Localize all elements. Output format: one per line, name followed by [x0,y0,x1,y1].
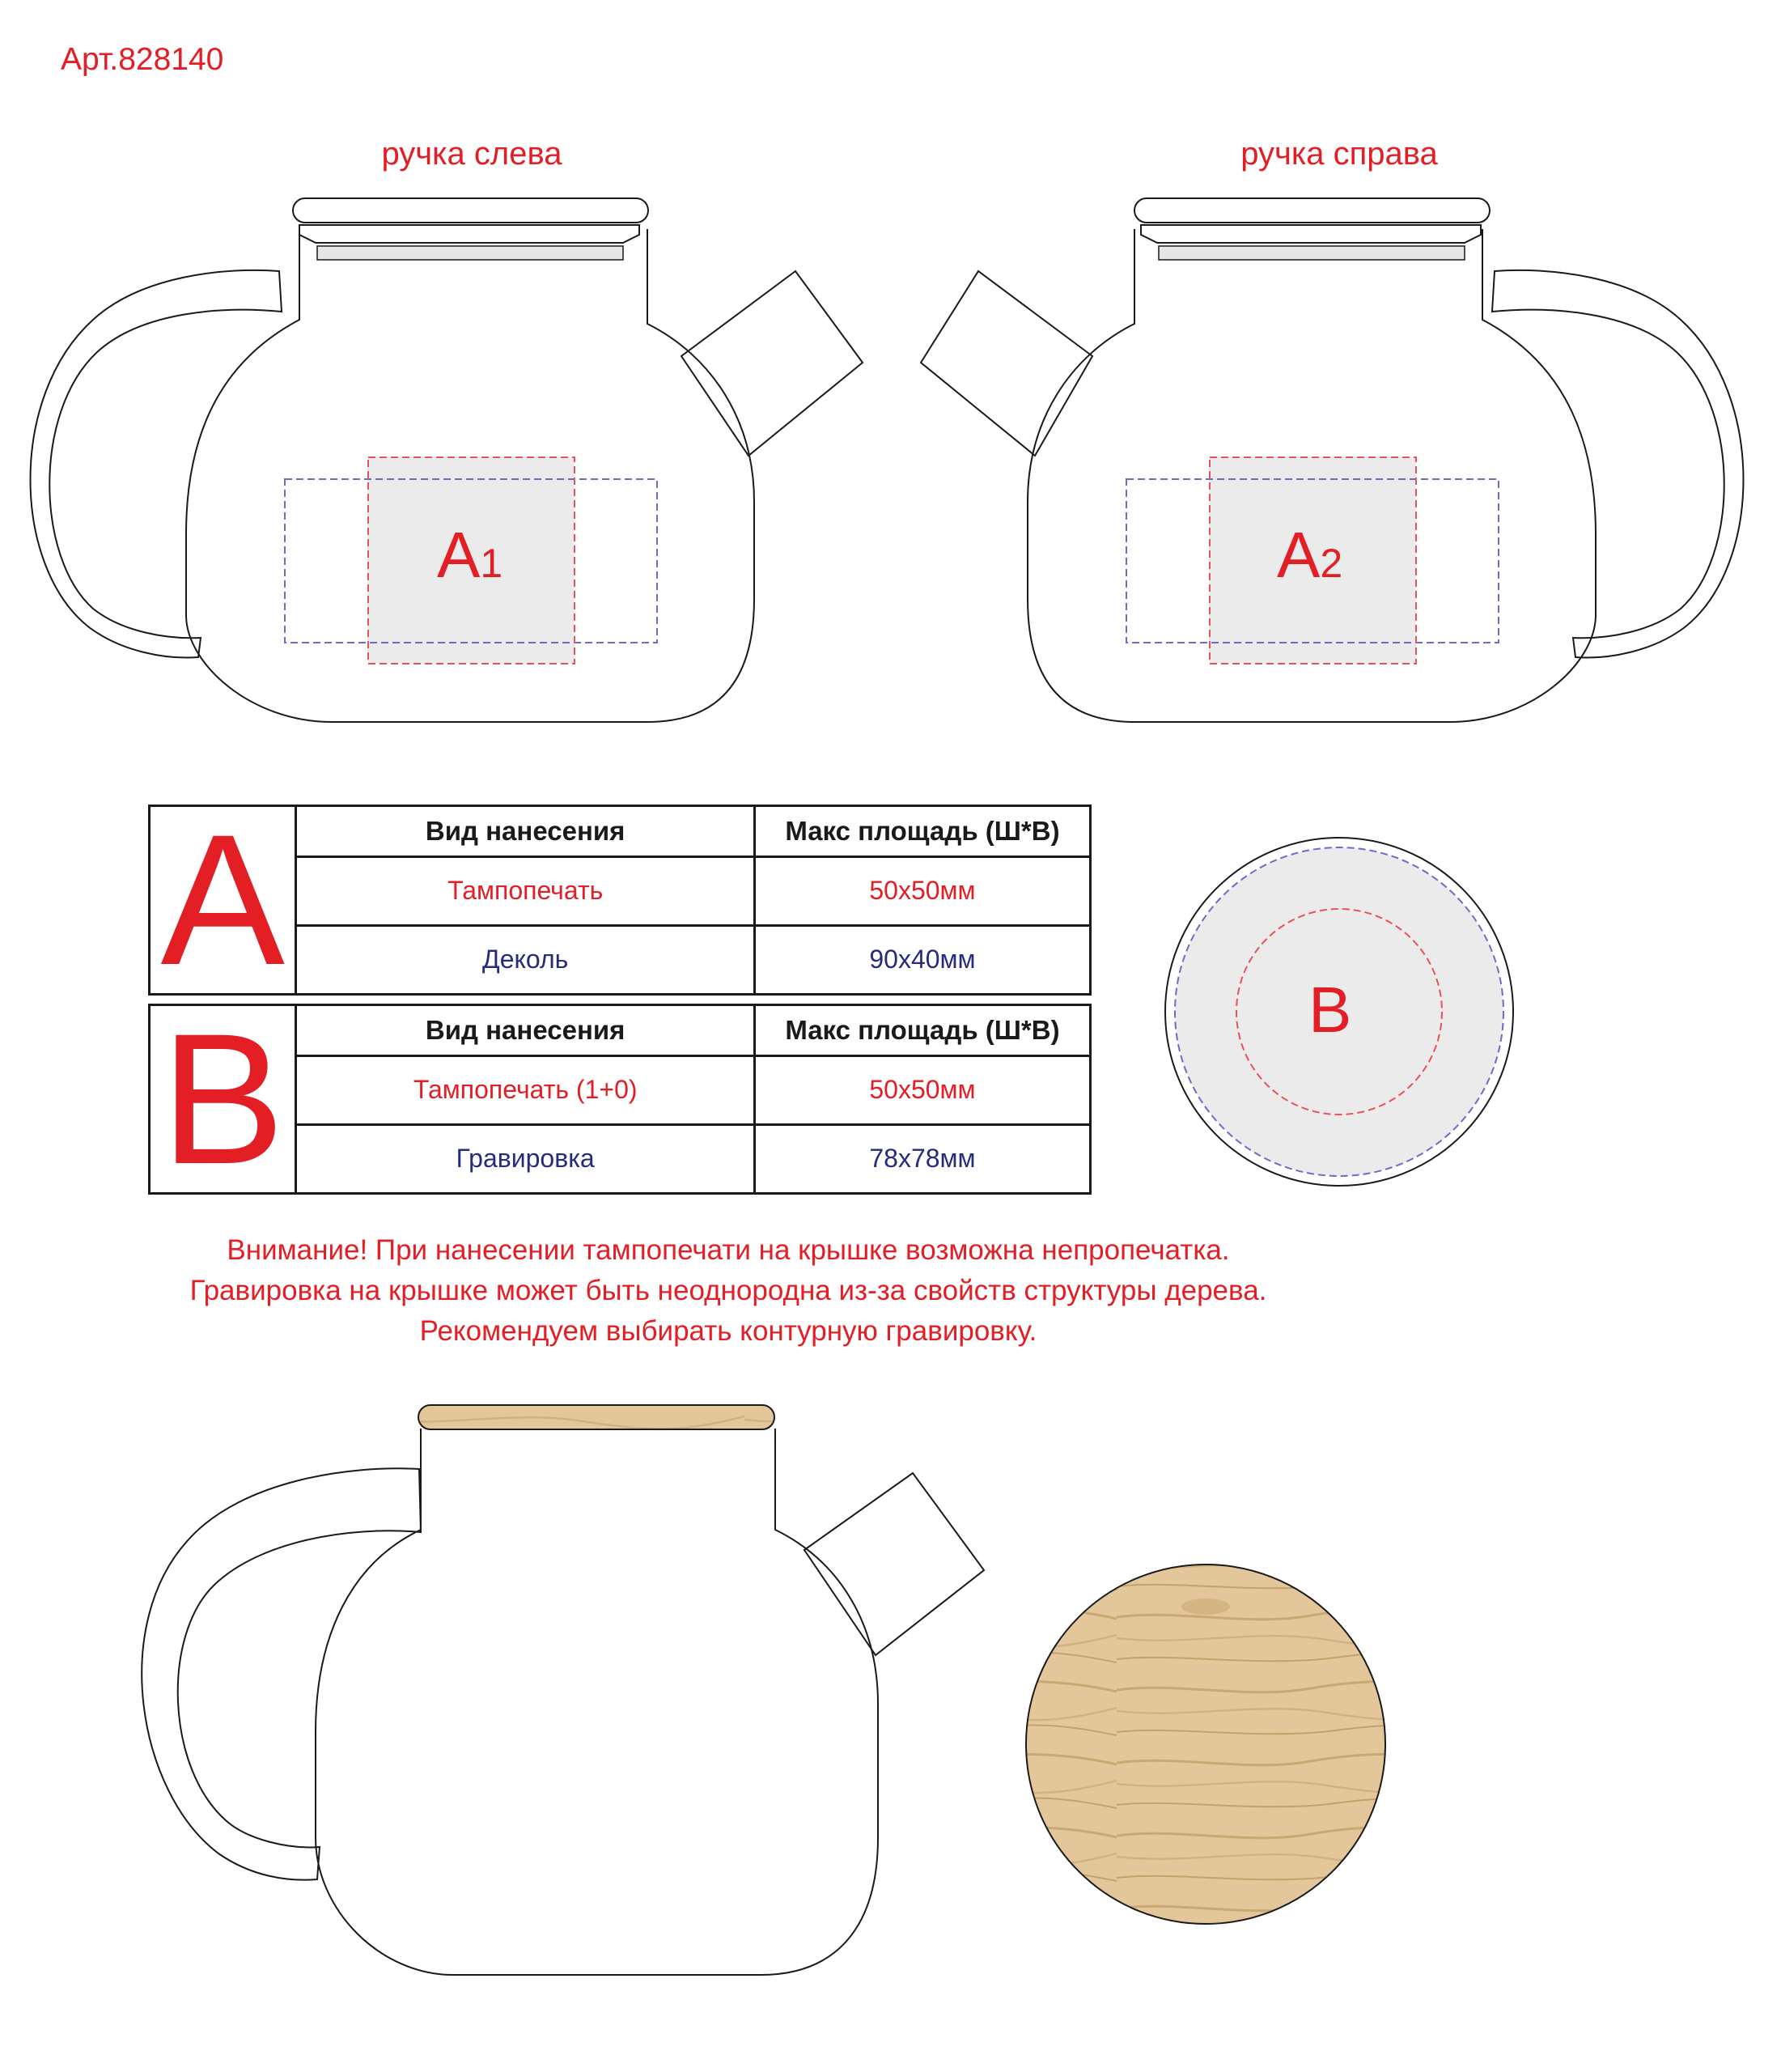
article-number: Арт.828140 [61,42,224,77]
table-b-row1-method: Тампопечать (1+0) [296,1055,754,1124]
table-a-row2-method: Деколь [296,925,754,994]
caption-handle-right: ручка справа [1240,136,1438,172]
teapot-left-lid [293,198,648,223]
table-b-row2-method: Гравировка [296,1124,754,1193]
teapot-left-handle [31,270,282,658]
table-a-row2-area: 90х40мм [754,925,1090,994]
table-b-row1-area: 50х50мм [754,1055,1090,1124]
teapot-assembled-handle [142,1468,421,1879]
table-a-row1-area: 50х50мм [754,856,1090,925]
teapot-assembled-spout [804,1473,984,1655]
warning-line-2: Гравировка на крышке может быть неоднородна из-за свойств структуры дерева. [189,1275,1267,1306]
teapot-assembled [142,1405,984,1975]
table-a-header-method: Вид нанесения [296,806,754,857]
table-b-letter: B [160,995,285,1203]
warning-line-3: Рекомендуем выбирать контурную гравировку. [419,1315,1037,1347]
table-a-letter-cell [150,796,296,1004]
table-a-row1-method: Тампопечать [296,856,754,925]
teapot-right-handle [1492,270,1744,658]
caption-handle-left: ручка слева [381,136,562,172]
warning-note [65,1230,1392,1352]
table-a-letter: A [160,796,285,1004]
teapot-right-spout [921,271,1092,456]
teapot-assembled-wood-lid [418,1405,774,1429]
table-b-row2-area: 78х78мм [754,1124,1090,1193]
table-a-header-area: Макс площадь (Ш*В) [754,806,1090,857]
teapot-left-spout [681,271,863,456]
warning-line-1: Внимание! При нанесении тампопечати на крышке возможна непропечатка. [227,1234,1230,1266]
zone-a2-label: A2 [1277,519,1343,591]
teapot-right-lid [1134,198,1490,223]
spec-table-a [148,796,1092,1004]
teapot-assembled-body [316,1429,878,1975]
spec-table-b [148,995,1092,1203]
table-b-header-area: Макс площадь (Ш*В) [754,1005,1090,1056]
table-b-letter-cell [150,995,296,1203]
zone-a1-label: A1 [437,519,503,591]
wood-lid-disc [1026,1565,1385,1924]
table-b-header-method: Вид нанесения [296,1005,754,1056]
zone-b-label: B [1308,974,1352,1046]
